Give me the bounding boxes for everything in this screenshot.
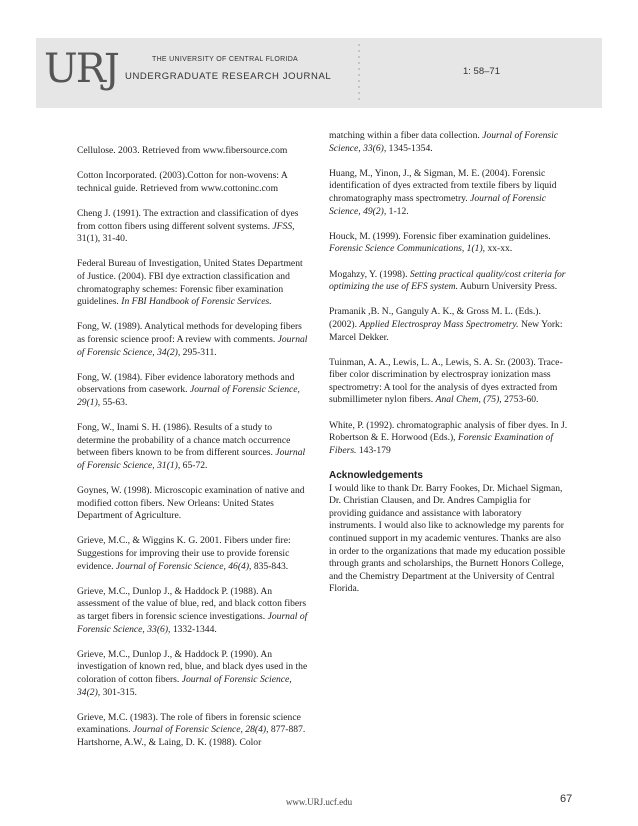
reference-entry: Pramanik ,B. N., Ganguly A. K., & Gross M. L. (Eds.). (2002). Applied Electrospray Mass Spectrometry. New York: Marcel Dekker. xyxy=(329,306,563,343)
journal-name: UNDERGRADUATE RESEARCH JOURNAL xyxy=(125,71,332,82)
university-name: THE UNIVERSITY OF CENTRAL FLORIDA xyxy=(152,56,299,63)
reference-entry: Federal Bureau of Investigation, United States Department of Justice. (2004). FBI dye extraction classification and chromatography schemes: Forensic fiber examination guidelines. In FBI Handbook of Forensic Services. xyxy=(77,258,303,308)
left-column xyxy=(77,145,312,750)
acknowledgements-heading: Acknowledgements xyxy=(329,470,423,482)
reference-entry: White, P. (1992). chromatographic analysis of fiber dyes. In J. Robertson & E. Horwood (Eds.), Forensic Examination of Fibers. 143-179 xyxy=(329,419,568,456)
reference-entry: Goynes, W. (1998). Microscopic examination of native and modified cotton fibers. New Orleans: United States Department of Agriculture. xyxy=(77,485,305,522)
right-column xyxy=(329,130,569,596)
reference-entry: Grieve, M.C., Dunlop J., & Haddock P. (1988). An assessment of the value of blue, red, and black cotton fibers as target fibers in forensic science investigations. Journal of Forensic Science, 33(6), 1332-1344. xyxy=(77,585,308,635)
reference-entry: Fong, W. (1984). Fiber evidence laboratory methods and observations from casework. Journal of Forensic Science, 29(1), 55-63. xyxy=(77,371,300,408)
reference-entry: Fong, W. (1989). Analytical methods for developing fibers as forensic science proof: A review with comments. Journal of Forensic Science, 34(2), 295-311. xyxy=(77,321,308,358)
reference-entry: Mogahzy, Y. (1998). Setting practical quality/cost criteria for optimizing the use of EFS system. Auburn University Press. xyxy=(329,268,566,293)
reference-entry: Houck, M. (1999). Forensic fiber examination guidelines. Forensic Science Communications, 1(1), xx-xx. xyxy=(329,230,551,255)
reference-entry: Cheng J. (1991). The extraction and classification of dyes from cotton fibers using different solvent systems. JFSS, 31(1), 31-40. xyxy=(77,207,299,245)
reference-entry: Grieve, M.C. (1983). The role of fibers in forensic science examinations. Journal of Forensic Science, 28(4), 877-887. xyxy=(77,711,306,736)
acknowledgements-body: I would like to thank Dr. Barry Fookes, Dr. Michael Sigman, Dr. Christian Clausen, and Dr. Andres Campiglia for providing guidance and assistance with laboratory instruments. I would also like to acknowledge my parents for continued support in my academic ventures. Thanks are also in order to the organizations that made my education possible through grants and scholarships, the Burnett Honors College, and the Chemistry Department at the University of Central Florida. xyxy=(329,482,566,595)
page-number: 67 xyxy=(560,793,573,805)
footer-url: www.URJ.ucf.edu xyxy=(285,797,353,807)
reference-entry: Hartshorne, A.W., & Laing, D. K. (1988). Color xyxy=(77,736,262,748)
reference-entry: Cotton Incorporated. (2003).Cotton for non-wovens: A technical guide. Retrieved from www.cottoninc.com xyxy=(77,170,288,194)
volume-info: 1: 58–71 xyxy=(463,66,500,77)
reference-entry: matching within a fiber data collection. Journal of Forensic Science, 33(6), 1345-1354. xyxy=(329,130,559,154)
reference-entry: Huang, M., Yinon, J., & Sigman, M. E. (2004). Forensic identification of dyes extracted from textile fibers by liquid chromatography mass spectrometry. Journal of Forensic Science, 49(2), 1-12. xyxy=(329,167,557,217)
right-references xyxy=(329,130,569,457)
header-divider xyxy=(358,42,360,102)
reference-entry: Tuinman, A. A., Lewis, L. A., Lewis, S. A. Sr. (2003). Trace-fiber color discrimination by electrospray ionization mass spectrometry: A tool for the analysis of dyes extracted from submillimeter nylon fibers. Anal Chem, (75), 2753-60. xyxy=(329,356,563,406)
reference-entry: Grieve, M.C., Dunlop J., & Haddock P. (1990). An investigation of known red, blue, and black dyes used in the coloration of cotton fibers. Journal of Forensic Science, 34(2), 301-315. xyxy=(77,648,308,698)
reference-entry: Fong, W., Inami S. H. (1986). Results of a study to determine the probability of a chance match occurrence between fibers known to be from different sources. Journal of Forensic Science, 31(1), 65-72. xyxy=(77,422,306,471)
reference-entry: Grieve, M.C., & Wiggins K. G. 2001. Fibers under fire: Suggestions for improving their use to provide forensic evidence. Journal of Forensic Science, 46(4), 835-843. xyxy=(77,535,291,572)
journal-logo: URJ xyxy=(44,46,118,92)
reference-entry: Cellulose. 2003. Retrieved from www.fibersource.com xyxy=(77,145,288,156)
